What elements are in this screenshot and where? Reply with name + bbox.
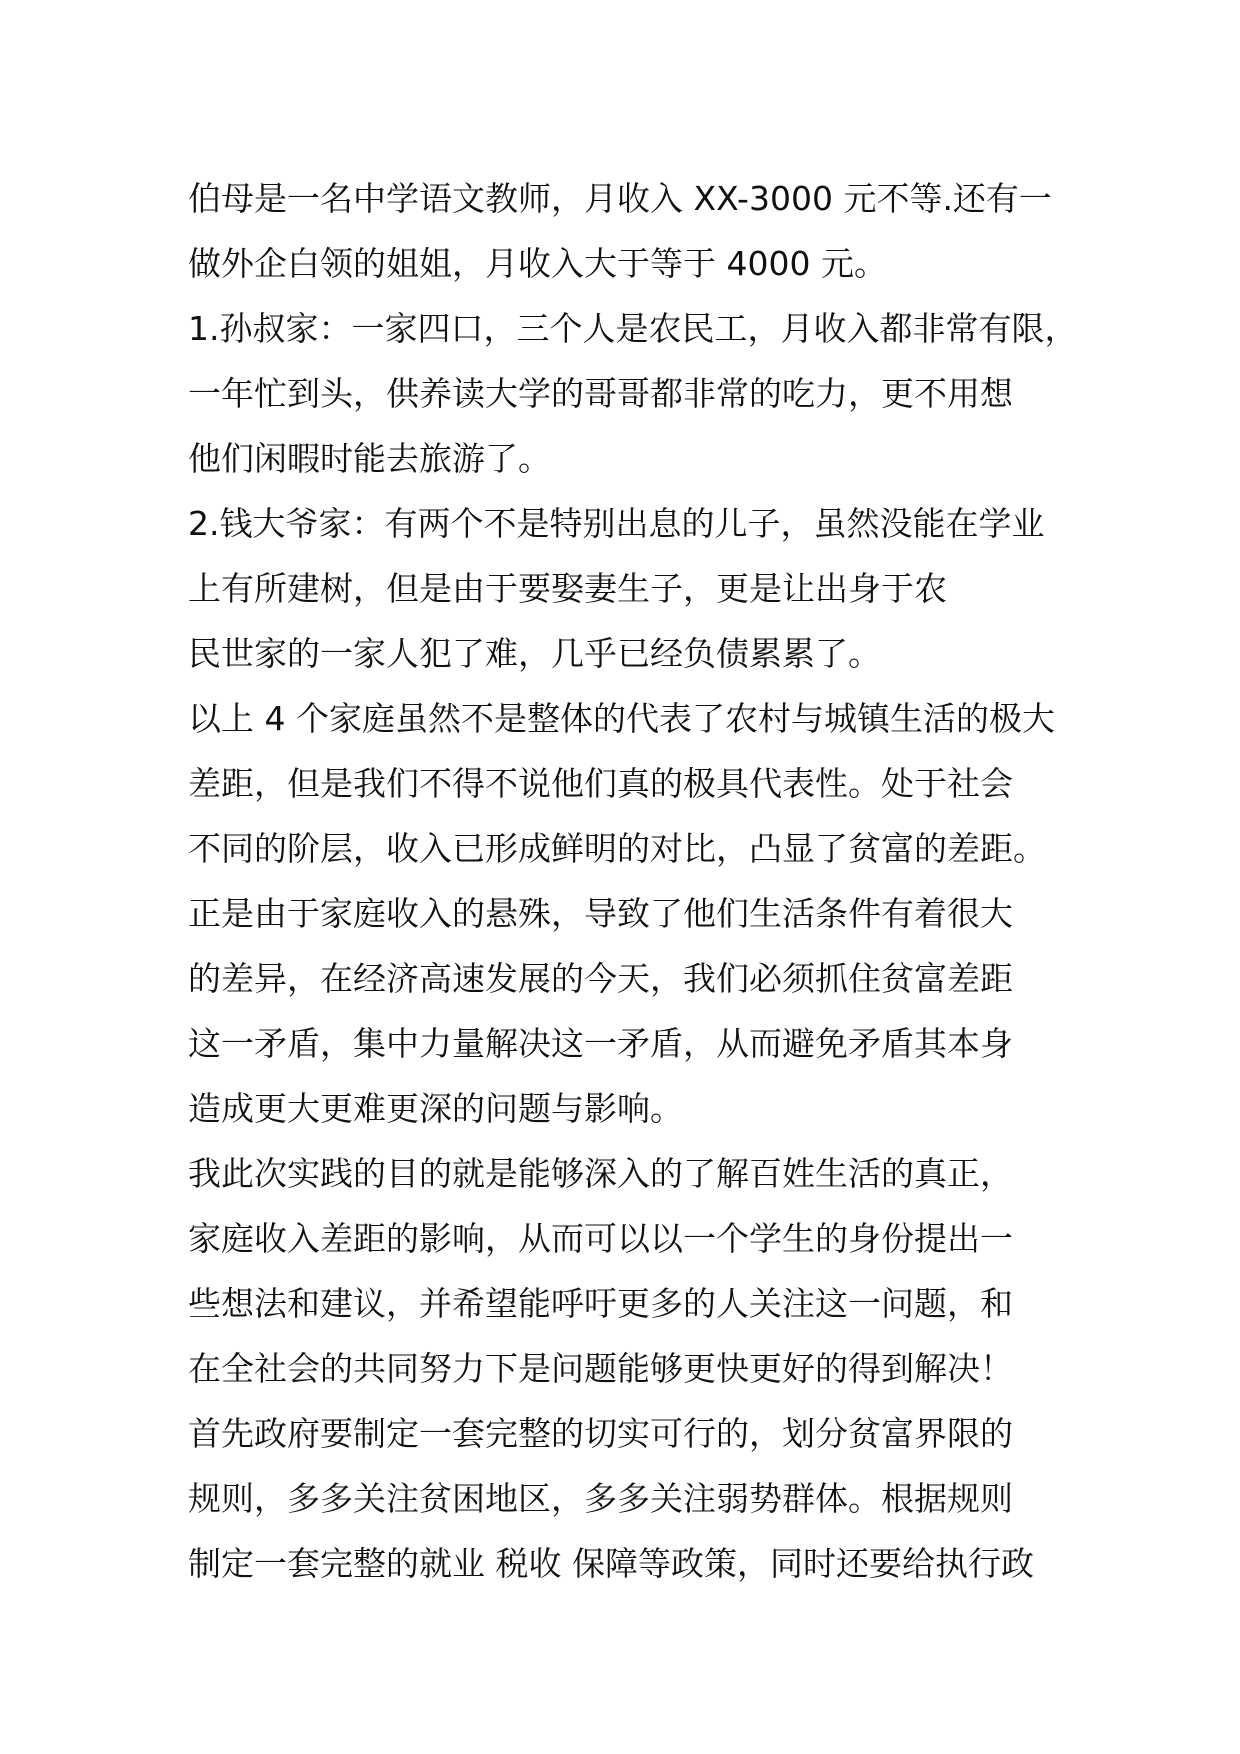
text-line: 首先政府要制定一套完整的切实可行的，划分贫富界限的: [188, 1414, 1013, 1453]
text-line: 这一矛盾，集中力量解决这一矛盾，从而避免矛盾其本身: [188, 1024, 1013, 1063]
text-line: 在全社会的共同努力下是问题能够更快更好的得到解决！: [188, 1349, 1013, 1388]
text-line: 一年忙到头，供养读大学的哥哥都非常的吃力，更不用想: [188, 374, 1013, 413]
text-line: 以上 4 个家庭虽然不是整体的代表了农村与城镇生活的极大: [188, 699, 1055, 738]
text-line: 规则，多多关注贫困地区，多多关注弱势群体。根据规则: [188, 1479, 1013, 1518]
text-line: 差距，但是我们不得不说他们真的极具代表性。处于社会: [188, 764, 1013, 803]
text-line: 民世家的一家人犯了难，几乎已经负债累累了。: [188, 634, 881, 673]
text-line: 1.孙叔家：一家四口，三个人是农民工，月收入都非常有限，: [188, 309, 1078, 348]
text-line: 不同的阶层，收入已形成鲜明的对比，凸显了贫富的差距。: [188, 829, 1046, 868]
text-line: 我此次实践的目的就是能够深入的了解百姓生活的真正，: [188, 1154, 1013, 1193]
text-line: 家庭收入差距的影响，从而可以以一个学生的身份提出一: [188, 1219, 1013, 1258]
text-line: 些想法和建议，并希望能呼吁更多的人关注这一问题，和: [188, 1284, 1013, 1323]
body-text: [188, 166, 1088, 1596]
text-line: 2.钱大爷家：有两个不是特别出息的儿子，虽然没能在学业: [188, 504, 1045, 543]
text-line: 制定一套完整的就业 税收 保障等政策，同时还要给执行政: [188, 1544, 1034, 1583]
text-line: 造成更大更难更深的问题与影响。: [188, 1089, 683, 1128]
text-line: 他们闲暇时能去旅游了。: [188, 439, 551, 478]
text-line: 做外企白领的姐姐，月收入大于等于 4000 元。: [188, 244, 887, 283]
text-line: 正是由于家庭收入的悬殊，导致了他们生活条件有着很大: [188, 894, 1013, 933]
text-line: 伯母是一名中学语文教师，月收入 XX-3000 元不等.还有一: [188, 179, 1052, 218]
text-line: 的差异，在经济高速发展的今天，我们必须抓住贫富差距: [188, 959, 1013, 998]
text-line: 上有所建树，但是由于要娶妻生子，更是让出身于农: [188, 569, 947, 608]
